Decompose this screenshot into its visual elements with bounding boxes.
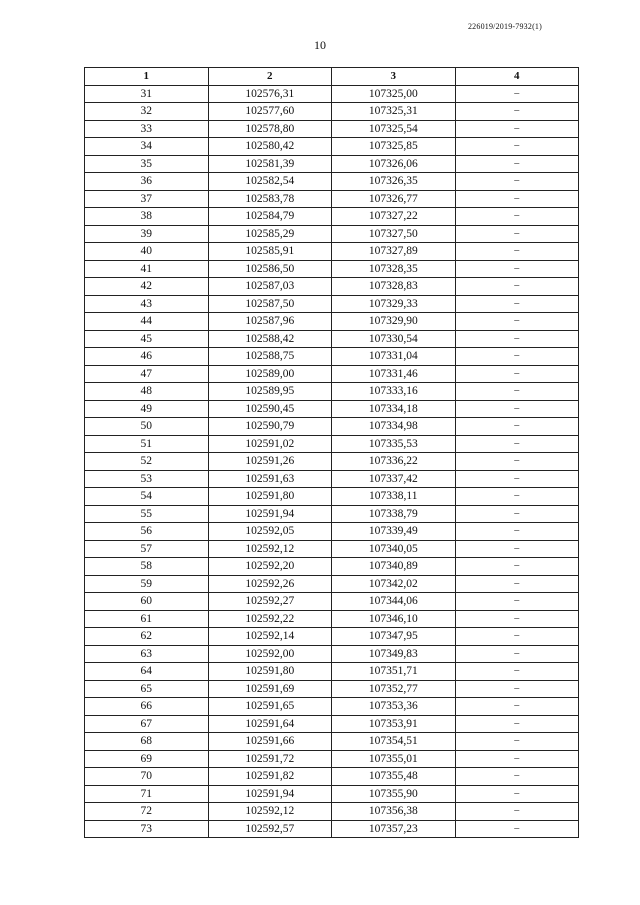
table-row xyxy=(85,155,579,173)
point-number-cell: 36 xyxy=(85,173,209,191)
note-cell: – xyxy=(455,680,579,698)
note-cell: – xyxy=(455,435,579,453)
coord-x-cell: 102576,31 xyxy=(208,85,332,103)
note-cell: – xyxy=(455,453,579,471)
note-cell: – xyxy=(455,785,579,803)
coord-y-cell: 107334,98 xyxy=(332,418,456,436)
table-row xyxy=(85,663,579,681)
note-cell: – xyxy=(455,715,579,733)
note-cell: – xyxy=(455,593,579,611)
note-cell: – xyxy=(455,523,579,541)
coord-y-cell: 107336,22 xyxy=(332,453,456,471)
coord-y-cell: 107355,90 xyxy=(332,785,456,803)
coord-x-cell: 102587,03 xyxy=(208,278,332,296)
point-number-cell: 38 xyxy=(85,208,209,226)
point-number-cell: 37 xyxy=(85,190,209,208)
coord-y-cell: 107333,16 xyxy=(332,383,456,401)
coord-y-cell: 107331,46 xyxy=(332,365,456,383)
point-number-cell: 43 xyxy=(85,295,209,313)
note-cell: – xyxy=(455,313,579,331)
table-row xyxy=(85,505,579,523)
note-cell: – xyxy=(455,628,579,646)
coord-y-cell: 107339,49 xyxy=(332,523,456,541)
coord-y-cell: 107327,50 xyxy=(332,225,456,243)
coord-x-cell: 102577,60 xyxy=(208,103,332,121)
coord-x-cell: 102592,12 xyxy=(208,540,332,558)
coord-x-cell: 102591,63 xyxy=(208,470,332,488)
note-cell: – xyxy=(455,173,579,191)
coord-x-cell: 102586,50 xyxy=(208,260,332,278)
note-cell: – xyxy=(455,418,579,436)
coord-y-cell: 107347,95 xyxy=(332,628,456,646)
note-cell: – xyxy=(455,540,579,558)
table-header-row xyxy=(85,68,579,86)
point-number-cell: 63 xyxy=(85,645,209,663)
table-row xyxy=(85,628,579,646)
note-cell: – xyxy=(455,803,579,821)
table-row xyxy=(85,313,579,331)
coord-y-cell: 107357,23 xyxy=(332,820,456,838)
note-cell: – xyxy=(455,663,579,681)
column-header-3: 3 xyxy=(332,68,456,86)
note-cell: – xyxy=(455,820,579,838)
note-cell: – xyxy=(455,400,579,418)
coord-y-cell: 107329,90 xyxy=(332,313,456,331)
table-row xyxy=(85,715,579,733)
table-row xyxy=(85,173,579,191)
point-number-cell: 68 xyxy=(85,733,209,751)
coord-x-cell: 102589,95 xyxy=(208,383,332,401)
coord-x-cell: 102589,00 xyxy=(208,365,332,383)
coord-y-cell: 107335,53 xyxy=(332,435,456,453)
coord-x-cell: 102592,00 xyxy=(208,645,332,663)
coord-x-cell: 102581,39 xyxy=(208,155,332,173)
note-cell: – xyxy=(455,85,579,103)
note-cell: – xyxy=(455,155,579,173)
note-cell: – xyxy=(455,103,579,121)
coord-y-cell: 107328,83 xyxy=(332,278,456,296)
coord-y-cell: 107328,35 xyxy=(332,260,456,278)
table-row xyxy=(85,680,579,698)
table-row xyxy=(85,610,579,628)
note-cell: – xyxy=(455,575,579,593)
coord-y-cell: 107329,33 xyxy=(332,295,456,313)
point-number-cell: 69 xyxy=(85,750,209,768)
column-header-1: 1 xyxy=(85,68,209,86)
coord-x-cell: 102591,80 xyxy=(208,663,332,681)
coord-y-cell: 107338,11 xyxy=(332,488,456,506)
point-number-cell: 61 xyxy=(85,610,209,628)
coord-x-cell: 102585,29 xyxy=(208,225,332,243)
coord-x-cell: 102592,05 xyxy=(208,523,332,541)
note-cell: – xyxy=(455,278,579,296)
coord-x-cell: 102582,54 xyxy=(208,173,332,191)
point-number-cell: 42 xyxy=(85,278,209,296)
coord-x-cell: 102591,94 xyxy=(208,785,332,803)
point-number-cell: 48 xyxy=(85,383,209,401)
table-row xyxy=(85,470,579,488)
coord-x-cell: 102591,02 xyxy=(208,435,332,453)
table-row xyxy=(85,645,579,663)
coord-y-cell: 107353,36 xyxy=(332,698,456,716)
table-row xyxy=(85,243,579,261)
table-row xyxy=(85,523,579,541)
table-row xyxy=(85,383,579,401)
note-cell: – xyxy=(455,138,579,156)
table-row xyxy=(85,120,579,138)
table-row xyxy=(85,330,579,348)
note-cell: – xyxy=(455,610,579,628)
table-row xyxy=(85,365,579,383)
point-number-cell: 47 xyxy=(85,365,209,383)
coord-y-cell: 107326,77 xyxy=(332,190,456,208)
coord-y-cell: 107346,10 xyxy=(332,610,456,628)
coord-x-cell: 102592,14 xyxy=(208,628,332,646)
note-cell: – xyxy=(455,750,579,768)
coord-y-cell: 107337,42 xyxy=(332,470,456,488)
table-row xyxy=(85,785,579,803)
table-row xyxy=(85,85,579,103)
coord-x-cell: 102583,78 xyxy=(208,190,332,208)
note-cell: – xyxy=(455,225,579,243)
point-number-cell: 60 xyxy=(85,593,209,611)
point-number-cell: 31 xyxy=(85,85,209,103)
note-cell: – xyxy=(455,260,579,278)
coord-x-cell: 102587,50 xyxy=(208,295,332,313)
coord-y-cell: 107352,77 xyxy=(332,680,456,698)
coord-y-cell: 107330,54 xyxy=(332,330,456,348)
note-cell: – xyxy=(455,470,579,488)
coord-x-cell: 102591,66 xyxy=(208,733,332,751)
coord-y-cell: 107351,71 xyxy=(332,663,456,681)
coord-y-cell: 107325,00 xyxy=(332,85,456,103)
point-number-cell: 34 xyxy=(85,138,209,156)
coordinates-table xyxy=(84,67,579,838)
point-number-cell: 35 xyxy=(85,155,209,173)
coord-y-cell: 107356,38 xyxy=(332,803,456,821)
table-row xyxy=(85,540,579,558)
point-number-cell: 45 xyxy=(85,330,209,348)
coord-x-cell: 102592,22 xyxy=(208,610,332,628)
document-id: 226019/2019-7932(1) xyxy=(467,22,542,31)
coord-y-cell: 107342,02 xyxy=(332,575,456,593)
coord-x-cell: 102592,12 xyxy=(208,803,332,821)
point-number-cell: 32 xyxy=(85,103,209,121)
point-number-cell: 58 xyxy=(85,558,209,576)
table-row xyxy=(85,750,579,768)
point-number-cell: 70 xyxy=(85,768,209,786)
point-number-cell: 33 xyxy=(85,120,209,138)
point-number-cell: 51 xyxy=(85,435,209,453)
coord-y-cell: 107327,89 xyxy=(332,243,456,261)
point-number-cell: 56 xyxy=(85,523,209,541)
point-number-cell: 49 xyxy=(85,400,209,418)
table-row xyxy=(85,225,579,243)
coord-x-cell: 102592,27 xyxy=(208,593,332,611)
coord-y-cell: 107340,05 xyxy=(332,540,456,558)
coord-x-cell: 102590,79 xyxy=(208,418,332,436)
table-row xyxy=(85,103,579,121)
point-number-cell: 39 xyxy=(85,225,209,243)
note-cell: – xyxy=(455,645,579,663)
coord-y-cell: 107354,51 xyxy=(332,733,456,751)
note-cell: – xyxy=(455,698,579,716)
point-number-cell: 71 xyxy=(85,785,209,803)
coord-y-cell: 107344,06 xyxy=(332,593,456,611)
coord-y-cell: 107325,85 xyxy=(332,138,456,156)
point-number-cell: 46 xyxy=(85,348,209,366)
coord-x-cell: 102592,57 xyxy=(208,820,332,838)
table-row xyxy=(85,435,579,453)
coord-x-cell: 102588,42 xyxy=(208,330,332,348)
note-cell: – xyxy=(455,488,579,506)
note-cell: – xyxy=(455,190,579,208)
table-row xyxy=(85,278,579,296)
coord-x-cell: 102587,96 xyxy=(208,313,332,331)
coord-x-cell: 102592,20 xyxy=(208,558,332,576)
column-header-2: 2 xyxy=(208,68,332,86)
table-row xyxy=(85,575,579,593)
coord-x-cell: 102592,26 xyxy=(208,575,332,593)
point-number-cell: 57 xyxy=(85,540,209,558)
coord-y-cell: 107325,54 xyxy=(332,120,456,138)
note-cell: – xyxy=(455,558,579,576)
point-number-cell: 73 xyxy=(85,820,209,838)
note-cell: – xyxy=(455,365,579,383)
table-row xyxy=(85,418,579,436)
coord-y-cell: 107353,91 xyxy=(332,715,456,733)
coord-x-cell: 102591,80 xyxy=(208,488,332,506)
table-row xyxy=(85,400,579,418)
coord-y-cell: 107338,79 xyxy=(332,505,456,523)
point-number-cell: 40 xyxy=(85,243,209,261)
table-body xyxy=(85,85,579,838)
coord-x-cell: 102591,69 xyxy=(208,680,332,698)
point-number-cell: 59 xyxy=(85,575,209,593)
page-number: 10 xyxy=(314,38,326,52)
note-cell: – xyxy=(455,505,579,523)
coord-x-cell: 102578,80 xyxy=(208,120,332,138)
coord-x-cell: 102591,72 xyxy=(208,750,332,768)
coord-y-cell: 107340,89 xyxy=(332,558,456,576)
table-row xyxy=(85,698,579,716)
coord-x-cell: 102584,79 xyxy=(208,208,332,226)
note-cell: – xyxy=(455,768,579,786)
coord-y-cell: 107327,22 xyxy=(332,208,456,226)
table-row xyxy=(85,593,579,611)
point-number-cell: 53 xyxy=(85,470,209,488)
table-row xyxy=(85,488,579,506)
table-row xyxy=(85,348,579,366)
table-row xyxy=(85,190,579,208)
coord-x-cell: 102591,64 xyxy=(208,715,332,733)
point-number-cell: 64 xyxy=(85,663,209,681)
note-cell: – xyxy=(455,330,579,348)
point-number-cell: 55 xyxy=(85,505,209,523)
point-number-cell: 52 xyxy=(85,453,209,471)
coord-y-cell: 107326,35 xyxy=(332,173,456,191)
coord-y-cell: 107349,83 xyxy=(332,645,456,663)
point-number-cell: 65 xyxy=(85,680,209,698)
point-number-cell: 44 xyxy=(85,313,209,331)
point-number-cell: 50 xyxy=(85,418,209,436)
table-row xyxy=(85,295,579,313)
table-row xyxy=(85,453,579,471)
note-cell: – xyxy=(455,383,579,401)
point-number-cell: 41 xyxy=(85,260,209,278)
column-header-4: 4 xyxy=(455,68,579,86)
coord-x-cell: 102591,82 xyxy=(208,768,332,786)
point-number-cell: 66 xyxy=(85,698,209,716)
point-number-cell: 72 xyxy=(85,803,209,821)
table-row xyxy=(85,558,579,576)
coord-y-cell: 107331,04 xyxy=(332,348,456,366)
coord-x-cell: 102591,65 xyxy=(208,698,332,716)
coord-x-cell: 102588,75 xyxy=(208,348,332,366)
coord-y-cell: 107334,18 xyxy=(332,400,456,418)
note-cell: – xyxy=(455,208,579,226)
table-row xyxy=(85,820,579,838)
point-number-cell: 54 xyxy=(85,488,209,506)
coord-x-cell: 102580,42 xyxy=(208,138,332,156)
coord-y-cell: 107355,48 xyxy=(332,768,456,786)
table-row xyxy=(85,208,579,226)
note-cell: – xyxy=(455,733,579,751)
point-number-cell: 67 xyxy=(85,715,209,733)
coord-x-cell: 102591,26 xyxy=(208,453,332,471)
table-row xyxy=(85,803,579,821)
coord-x-cell: 102590,45 xyxy=(208,400,332,418)
coord-y-cell: 107326,06 xyxy=(332,155,456,173)
note-cell: – xyxy=(455,348,579,366)
coord-x-cell: 102591,94 xyxy=(208,505,332,523)
note-cell: – xyxy=(455,295,579,313)
table-row xyxy=(85,733,579,751)
coord-y-cell: 107355,01 xyxy=(332,750,456,768)
coord-y-cell: 107325,31 xyxy=(332,103,456,121)
note-cell: – xyxy=(455,243,579,261)
table-row xyxy=(85,138,579,156)
point-number-cell: 62 xyxy=(85,628,209,646)
coord-x-cell: 102585,91 xyxy=(208,243,332,261)
table-row xyxy=(85,768,579,786)
table-row xyxy=(85,260,579,278)
note-cell: – xyxy=(455,120,579,138)
